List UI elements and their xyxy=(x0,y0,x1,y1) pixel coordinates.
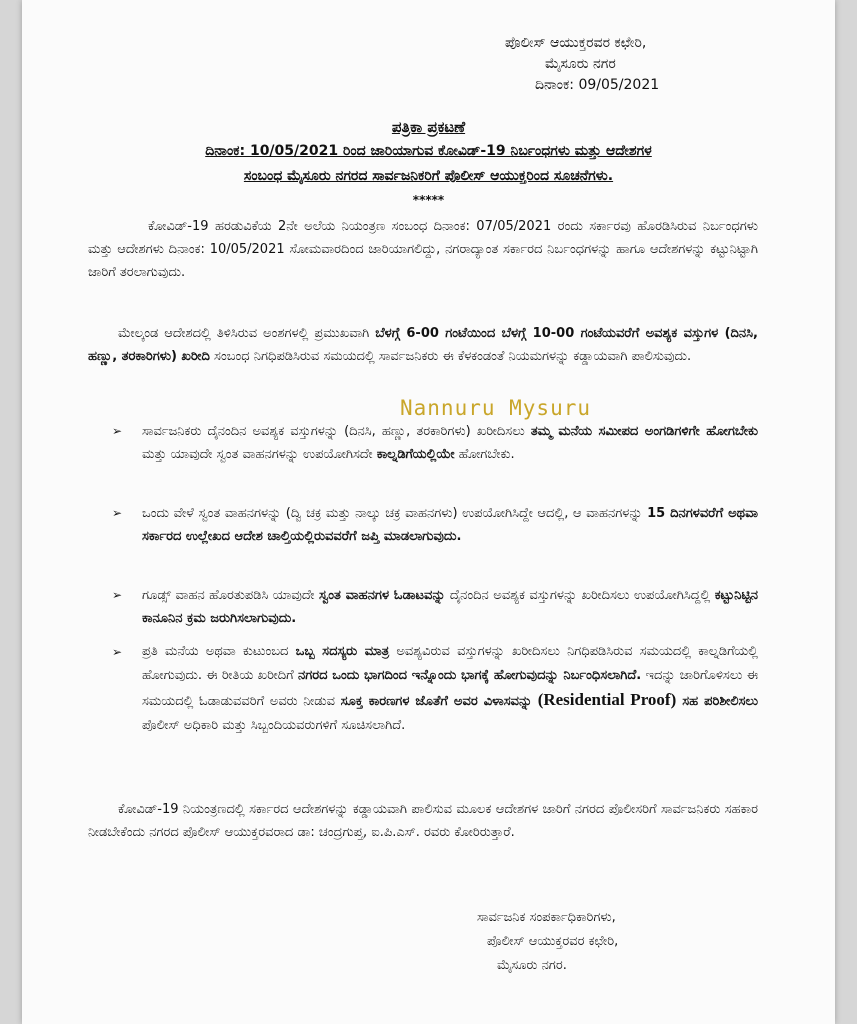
bullet-1 xyxy=(112,420,758,466)
bullet-arrow-icon: ➢ xyxy=(112,424,123,438)
press-release-title: ಪತ್ರಿಕಾ ಪ್ರಕಟಣೆ xyxy=(391,118,466,136)
bullet-1-text-3: ಹೋಗಬೇಕು. xyxy=(454,447,515,462)
timing-text-end: ಸಂಬಂಧ ನಿಗಧಿಪಡಿಸಿರುವ ಸಮಯದಲ್ಲಿ ಸಾರ್ವಜನಿಕರು ಈ ಕೆಳಕಂಡಂತೆ ನಿಯಮಗಳನ್ನು ಕಡ್ಡಾಯವಾಗಿ ಪಾಲಿಸುವುದು. xyxy=(209,349,692,364)
bullet-4-bold-3: ಸೂಕ್ತ ಕಾರಣಗಳ ಜೊತೆಗೆ ಅವರ ವಿಳಾಸವನ್ನು xyxy=(340,694,533,709)
header-date: ದಿನಾಂಕ: 09/05/2021 xyxy=(535,77,660,93)
header-office: ಪೊಲೀಸ್ ಆಯುಕ್ತರವರ ಕಛೇರಿ, xyxy=(505,35,647,51)
paragraph-timing xyxy=(88,322,758,368)
bullet-3-bold-2: ಕಟ್ಟುನಿಟ್ಟಿನ ಕಾನೂನಿನ ಕ್ರಮ ಜರುಗಿಸಲಾಗುವುದು. xyxy=(142,588,758,626)
bullet-4-bold: ಒಬ್ಬ ಸದಸ್ಯರು ಮಾತ್ರ xyxy=(295,644,390,659)
signoff-block xyxy=(477,906,618,978)
header-address xyxy=(505,33,659,96)
bullet-2 xyxy=(112,502,758,548)
bullet-1-text: ಸಾರ್ವಜನಿಕರು ದೈನಂದಿನ ಅವಶ್ಯಕ ವಸ್ತುಗಳನ್ನು (ದಿನಸಿ, ಹಣ್ಣು, ತರಕಾರಿಗಳು) ಖರೀದಿಸಲು xyxy=(142,424,531,439)
bullet-4-text-2: ಅವಶ್ಯವಿರುವ ವಸ್ತುಗಳನ್ನು ಖರೀದಿಸಲು ನಿಗಧಿಪಡಿಸಿರುವ ಸಮಯದಲ್ಲಿ ಕಾಲ್ನಡಿಗೆಯಲ್ಲಿ ಹೋಗುವುದು. ಈ ರೀತಿಯ ಖರೀದಿಗೆ xyxy=(142,644,758,683)
signoff-line-2: ಪೊಲೀಸ್ ಆಯುಕ್ತರವರ ಕಛೇರಿ, xyxy=(487,934,619,949)
timing-bold: ಬೆಳಗ್ಗೆ 6-00 ಗಂಟೆಯಿಂದ ಬೆಳಗ್ಗೆ 10-00 ಗಂಟೆಯವರೆಗೆ ಅವಶ್ಯಕ ವಸ್ತುಗಳ (ದಿನಸಿ, ಹಣ್ಣು, ತರಕಾರಿಗಳು) ಖರೀದಿ xyxy=(88,326,758,364)
bullet-4-bold-2: ನಗರದ ಒಂದು ಭಾಗದಿಂದ ಇನ್ನೊಂದು ಭಾಗಕ್ಕೆ ಹೋಗುವುದನ್ನು ನಿರ್ಬಂಧಿಸಲಾಗಿದೆ. xyxy=(298,668,642,683)
header-city: ಮೈಸೂರು ನಗರ xyxy=(545,56,616,72)
paragraph-closing: ಕೋವಿಡ್-19 ನಿಯಂತ್ರಣದಲ್ಲಿ ಸರ್ಕಾರದ ಆದೇಶಗಳನ್ನು ಕಡ್ಡಾಯವಾಗಿ ಪಾಲಿಸುವ ಮೂಲಕ ಆದೇಶಗಳ ಜಾರಿಗೆ ನಗರದ ಪೊಲೀಸರಿಗೆ ಸಾರ್ವಜನಿಕರು ಸಹಕಾರ ನೀಡಬೇಕೆಂದು ನಗರದ ಪೊಲೀಸ್ ಆಯುಕ್ತರವರಾದ ಡಾ: ಚಂದ್ರಗುಪ್ತ, ಐ.ಪಿ.ಎಸ್. ರವರು ಕೋರಿರುತ್ತಾರೆ. xyxy=(88,802,758,840)
bullet-3-bold: ಸ್ವಂತ ವಾಹನಗಳ ಓಡಾಟವನ್ನು xyxy=(319,588,446,603)
bullet-3-text: ಗೂಡ್ಸ್ ವಾಹನ ಹೊರತುಪಡಿಸಿ ಯಾವುದೇ xyxy=(142,588,320,603)
paragraph-intro: ಕೋವಿಡ್-19 ಹರಡುವಿಕೆಯ 2ನೇ ಅಲೆಯ ನಿಯಂತ್ರಣ ಸಂಬಂಧ ದಿನಾಂಕ: 07/05/2021 ರಂದು ಸರ್ಕಾರವು ಹೊರಡಿಸಿರುವ ನಿರ್ಬಂಧಗಳು ಮತ್ತು ಆದೇಶಗಳು ದಿನಾಂಕ: 10/05/2021 ಸೋಮವಾರದಿಂದ ಜಾರಿಯಾಗಲಿದ್ದು, ನಗರಾದ್ಯಾಂತ ಸರ್ಕಾರದ ನಿರ್ಬಂಧಗಳನ್ನು ಹಾಗೂ ಆದೇಶಗಳನ್ನು ಕಟ್ಟುನಿಟ್ಟಾಗಿ ಜಾರಿಗೆ ತರಲಾಗುವುದು. xyxy=(88,219,758,280)
subject-line-1: ದಿನಾಂಕ: 10/05/2021 ರಿಂದ ಜಾರಿಯಾಗುವ ಕೋವಿಡ್-19 ನಿರ್ಬಂಧಗಳು ಮತ್ತು ಆದೇಶಗಳ xyxy=(205,143,652,159)
bullet-1-bold: ತಮ್ಮ ಮನೆಯ ಸಮೀಪದ ಅಂಗಡಿಗಳಿಗೇ ಹೋಗಬೇಕು xyxy=(530,424,758,439)
bullet-4 xyxy=(112,640,758,738)
bullet-arrow-icon: ➢ xyxy=(112,645,123,659)
bullet-2-bold: 15 ದಿನಗಳವರೆಗೆ ಅಥವಾ ಸರ್ಕಾರದ ಉಲ್ಲೇಖದ ಆದೇಶ ಚಾಲ್ತಿಯಲ್ಲಿರುವವರೆಗೆ ಜಪ್ತಿ ಮಾಡಲಾಗುವುದು. xyxy=(142,506,759,544)
bullet-2-text: ಒಂದು ವೇಳೆ ಸ್ವಂತ ವಾಹನಗಳನ್ನು (ದ್ವಿ ಚಕ್ರ ಮತ್ತು ನಾಲ್ಕು ಚಕ್ರ ವಾಹನಗಳು) ಉಪಯೋಗಿಸಿದ್ದೇ ಆದಲ್ಲಿ, ಆ ವಾಹನಗಳನ್ನು xyxy=(142,506,648,521)
bullet-3-text-2: ದೈನಂದಿನ ಅವಶ್ಯಕ ವಸ್ತುಗಳನ್ನು ಖರೀದಿಸಲು ಉಪಯೋಗಿಸಿದ್ದಲ್ಲಿ xyxy=(445,588,715,603)
bullet-1-bold-2: ಕಾಲ್ನಡಿಗೆಯಲ್ಲಿಯೇ xyxy=(376,447,455,462)
bullet-arrow-icon: ➢ xyxy=(112,506,123,520)
bullet-4-bold-4: ಸಹ ಪರಿಶೀಲಿಸಲು xyxy=(676,694,758,709)
bullet-4-text-4: ಪೊಲೀಸ್ ಅಧಿಕಾರಿ ಮತ್ತು ಸಿಬ್ಬಂದಿಯವರುಗಳಿಗೆ ಸೂಚಿಸಲಾಗಿದೆ. xyxy=(142,718,406,733)
watermark: Nannuru Mysuru xyxy=(400,396,592,420)
signoff-line-1: ಸಾರ್ವಜನಿಕ ಸಂಪರ್ಕಾಧಿಕಾರಿಗಳು, xyxy=(477,910,616,925)
bullet-1-text-2: ಮತ್ತು ಯಾವುದೇ ಸ್ವಂತ ವಾಹನಗಳನ್ನು ಉಪಯೋಗಿಸದೇ xyxy=(142,447,377,462)
bullet-4-text-3: ಇದನ್ನು ಜಾರಿಗೊಳಿಸಲು ಈ ಸಮಯದಲ್ಲಿ ಓಡಾಡುವವರಿಗೆ ಅವರು ನೀಡುವ xyxy=(142,668,758,709)
bullet-arrow-icon: ➢ xyxy=(112,588,123,602)
bullet-4-text: ಪ್ರತಿ ಮನೆಯ ಅಥವಾ ಕುಟುಂಬದ xyxy=(142,644,296,659)
subject-line-2: ಸಂಬಂಧ ಮೈಸೂರು ನಗರದ ಸಾರ್ವಜನಿಕರಿಗೆ ಪೊಲೀಸ್ ಆಯುಕ್ತರಿಂದ ಸೂಚನೆಗಳು. xyxy=(243,168,614,184)
separator-stars: ***** xyxy=(412,193,445,207)
timing-text: ಮೇಲ್ಕಂಡ ಆದೇಶದಲ್ಲಿ ತಿಳಿಸಿರುವ ಅಂಶಗಳಲ್ಲಿ ಪ್ರಮುಖವಾಗಿ xyxy=(118,326,376,341)
signoff-line-3: ಮೈಸೂರು ನಗರ. xyxy=(497,958,567,973)
residential-proof: (Residential Proof) xyxy=(537,690,677,709)
bullet-3 xyxy=(112,584,758,630)
